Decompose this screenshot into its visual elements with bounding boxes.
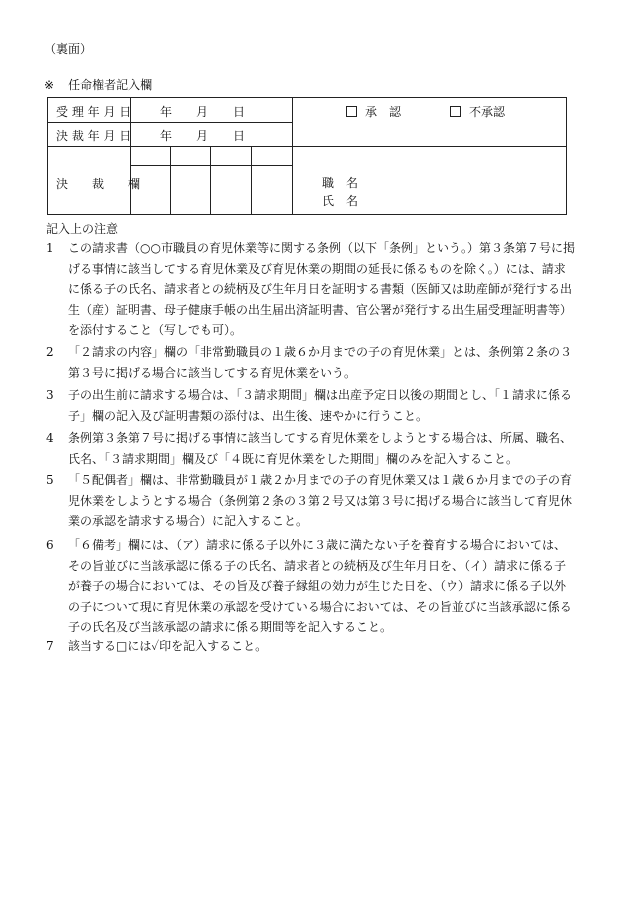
note-number: 6 [46,538,54,552]
approval-cells-divider [130,165,292,166]
disapprove-checkbox[interactable] [450,106,461,117]
note-text: この請求書（○○市職員の育児休業等に関する条例（以下「条例」という。）第３条第７号に掲げる事情に該当してする育児休業及び育児休業の期間の延長に係るものを除く。）には、請求に係る子の氏名、請求者との続柄及び生年月日を証明する書類（医師又は助産師が発行する出生（産）証明書、母子健康手帳の出生届出済証明書、官公署が発行する出生届受理証明書等）を添付すること（写しでも可）。 [68,241,575,337]
receipt-month: 月 [196,105,209,119]
back-side-label: （裏面） [44,42,93,56]
note-text: 子の出生前に請求する場合は、「３請求期間」欄は出産予定日以後の期間とし、「１請求に係る子」欄の記入及び証明書類の添付は、出生後、速やかに行うこと。 [68,388,573,423]
approve-label: 承 認 [365,105,402,119]
row-divider [48,122,292,123]
decision-year: 年 [160,129,173,143]
note-text: 「６備考」欄には、（ア）請求に係る子以外に３歳に満たない子を養育する場合においては、その旨並びに当該承認に係る子の氏名、請求者との続柄及び生年月日を、（イ）請求に係る子が養子の場合においては、その旨及び養子縁組の効力が生じた日を、（ウ）請求に係る子以外の子について現に育児休業の承認を受けている場合においては、その旨並びに当該承認に係る子の氏名及び当該承認の請求に係る期間等を記入すること。 [68,538,572,634]
approve-option[interactable] [346,103,401,120]
note-mark: ※ [44,78,55,92]
section-title [44,76,152,93]
note-number: 4 [46,431,54,445]
appointer-entry-form [47,97,567,215]
note-text: 該当する□には✓印を記入すること。 [68,639,268,653]
note-text: 「５配偶者」欄は、非常勤職員が１歳２か月までの子の育児休業又は１歳６か月までの子の育児休業をしようとする場合（条例第２条の３第２号又は第３号に掲げる場合に該当して育児休業の承認を請求する場合）に記入すること。 [68,473,573,528]
note-number: 2 [46,345,54,359]
note-item-6 [46,535,576,638]
section-title-text: 任命権者記入欄 [68,78,153,92]
notes-heading: 記入上の注意 [46,222,119,236]
note-item-5 [46,470,576,532]
note-item-1 [46,238,576,341]
approve-checkbox[interactable] [346,106,357,117]
approval-cell-divider [170,146,171,214]
approval-cell-divider [251,146,252,214]
note-item-2 [46,342,576,383]
note-text: 条例第３条第７号に掲げる事情に該当してする育児休業をしようとする場合は、所属、職名、氏名、「３請求期間」欄及び「４既に育児休業をした期間」欄のみを記入すること。 [68,431,573,466]
note-number: 3 [46,388,54,402]
approval-field-label: 決 裁 欄 [56,177,141,191]
receipt-date-label: 受 理 年 月 日 [56,105,132,119]
note-number: 1 [46,241,54,255]
name-label: 氏 名 [322,194,359,208]
disapprove-label: 不承認 [469,105,506,119]
note-number: 5 [46,473,54,487]
receipt-year: 年 [160,105,173,119]
right-column-divider [292,98,293,214]
position-label: 職 名 [322,176,359,190]
note-item-4 [46,428,576,469]
decision-month: 月 [196,129,209,143]
disapprove-option[interactable] [450,103,505,120]
decision-date-label: 決 裁 年 月 日 [56,129,132,143]
note-number: 7 [46,639,54,653]
note-item-7 [46,636,576,657]
receipt-day: 日 [233,105,246,119]
note-text: 「２請求の内容」欄の「非常勤職員の１歳６か月までの子の育児休業」とは、条例第２条の３第３号に掲げる場合に該当してする育児休業をいう。 [68,345,573,380]
approval-cell-divider [210,146,211,214]
row-divider [48,146,566,147]
note-item-3 [46,385,576,426]
decision-day: 日 [233,129,246,143]
